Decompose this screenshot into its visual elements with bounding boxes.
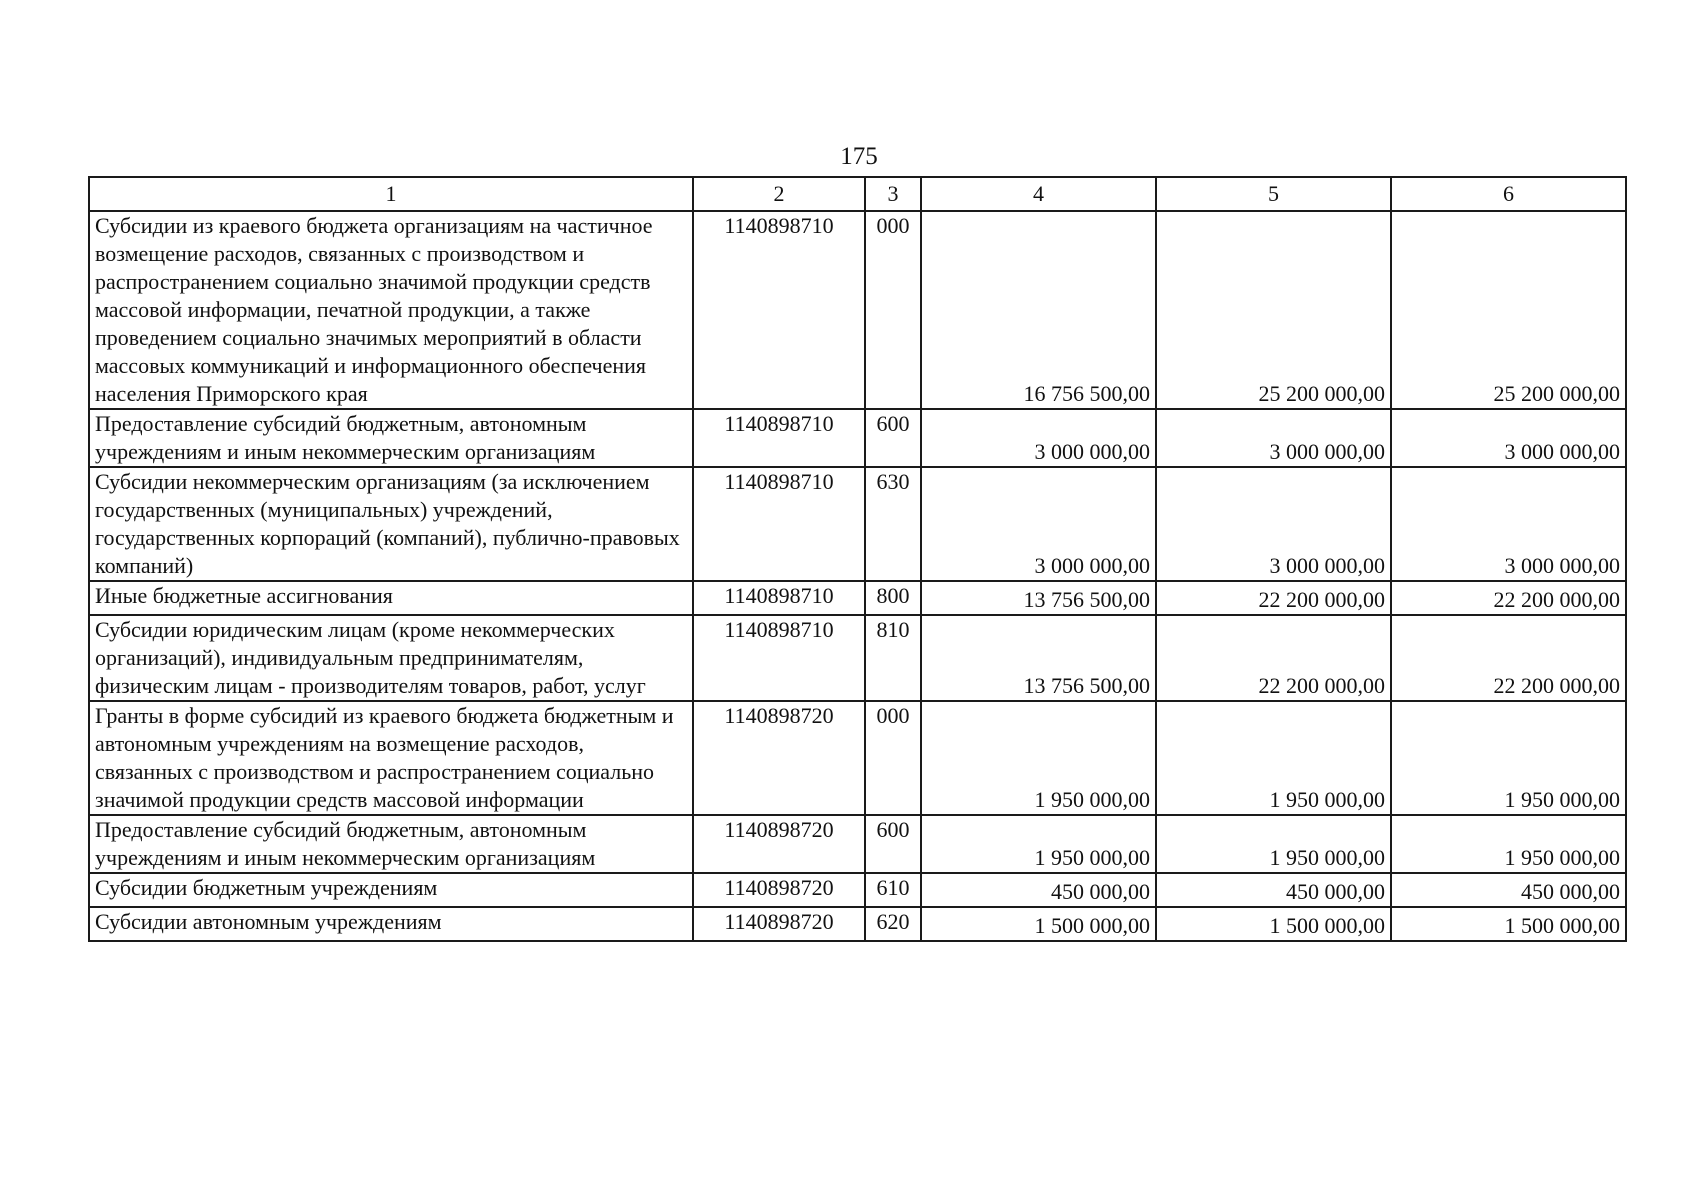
table-row [89,409,1626,467]
table-row [89,907,1626,941]
row-target-code: 1140898720 [693,907,865,941]
row-expense-type: 610 [865,873,921,907]
row-amount-col5: 1 950 000,00 [1156,815,1391,873]
row-name: Предоставление субсидий бюджетным, автономным учреждениям и иным некоммерческим организациям [89,815,693,873]
row-amount-col4: 16 756 500,00 [921,211,1156,409]
row-expense-type: 000 [865,701,921,815]
row-amount-col4: 3 000 000,00 [921,409,1156,467]
row-expense-type: 600 [865,409,921,467]
column-header: 5 [1156,177,1391,211]
row-amount-col5: 25 200 000,00 [1156,211,1391,409]
row-amount-col6: 1 500 000,00 [1391,907,1626,941]
row-name: Субсидии юридическим лицам (кроме некоммерческих организаций), индивидуальным предпринимателям, физическим лицам - производителям товаров, работ, услуг [89,615,693,701]
row-expense-type: 620 [865,907,921,941]
row-amount-col5: 3 000 000,00 [1156,467,1391,581]
row-amount-col4: 450 000,00 [921,873,1156,907]
table-row [89,701,1626,815]
row-amount-col6: 1 950 000,00 [1391,701,1626,815]
table-row [89,615,1626,701]
row-expense-type: 800 [865,581,921,615]
row-amount-col4: 13 756 500,00 [921,615,1156,701]
row-name: Субсидии из краевого бюджета организациям на частичное возмещение расходов, связанных с производством и распространением социально значимой продукции средств массовой информации, печатной продукции, а также проведением социально значимых мероприятий в области массовых коммуникаций и информационного обеспечения населения Приморского края [89,211,693,409]
row-amount-col4: 13 756 500,00 [921,581,1156,615]
row-amount-col5: 22 200 000,00 [1156,581,1391,615]
column-header: 1 [89,177,693,211]
row-amount-col6: 3 000 000,00 [1391,467,1626,581]
row-amount-col5: 22 200 000,00 [1156,615,1391,701]
row-amount-col6: 450 000,00 [1391,873,1626,907]
row-amount-col5: 3 000 000,00 [1156,409,1391,467]
column-header: 3 [865,177,921,211]
budget-table [88,176,1627,942]
row-target-code: 1140898710 [693,409,865,467]
row-amount-col6: 1 950 000,00 [1391,815,1626,873]
row-amount-col5: 450 000,00 [1156,873,1391,907]
row-name: Гранты в форме субсидий из краевого бюджета бюджетным и автономным учреждениям на возмещение расходов, связанных с производством и распространением социально значимой продукции средств массовой информации [89,701,693,815]
row-name: Субсидии автономным учреждениям [89,907,693,941]
column-header: 4 [921,177,1156,211]
row-amount-col4: 1 950 000,00 [921,815,1156,873]
row-target-code: 1140898720 [693,701,865,815]
row-name: Субсидии бюджетным учреждениям [89,873,693,907]
column-header: 6 [1391,177,1626,211]
table-row [89,873,1626,907]
row-expense-type: 600 [865,815,921,873]
table-row [89,815,1626,873]
row-amount-col4: 1 500 000,00 [921,907,1156,941]
row-expense-type: 810 [865,615,921,701]
row-amount-col6: 25 200 000,00 [1391,211,1626,409]
row-amount-col5: 1 500 000,00 [1156,907,1391,941]
row-target-code: 1140898710 [693,467,865,581]
row-amount-col4: 3 000 000,00 [921,467,1156,581]
row-target-code: 1140898710 [693,581,865,615]
column-header: 2 [693,177,865,211]
table-row [89,211,1626,409]
row-amount-col6: 3 000 000,00 [1391,409,1626,467]
row-name: Субсидии некоммерческим организациям (за исключением государственных (муниципальных) учреждений, государственных корпораций (компаний), публично-правовых компаний) [89,467,693,581]
row-name: Предоставление субсидий бюджетным, автономным учреждениям и иным некоммерческим организациям [89,409,693,467]
page-number: 175 [840,143,878,170]
row-amount-col5: 1 950 000,00 [1156,701,1391,815]
row-expense-type: 630 [865,467,921,581]
row-target-code: 1140898710 [693,615,865,701]
table-header-row [89,177,1626,211]
row-expense-type: 000 [865,211,921,409]
row-target-code: 1140898720 [693,873,865,907]
table-row [89,467,1626,581]
row-name: Иные бюджетные ассигнования [89,581,693,615]
table-row [89,581,1626,615]
row-amount-col4: 1 950 000,00 [921,701,1156,815]
row-target-code: 1140898710 [693,211,865,409]
row-target-code: 1140898720 [693,815,865,873]
row-amount-col6: 22 200 000,00 [1391,581,1626,615]
row-amount-col6: 22 200 000,00 [1391,615,1626,701]
